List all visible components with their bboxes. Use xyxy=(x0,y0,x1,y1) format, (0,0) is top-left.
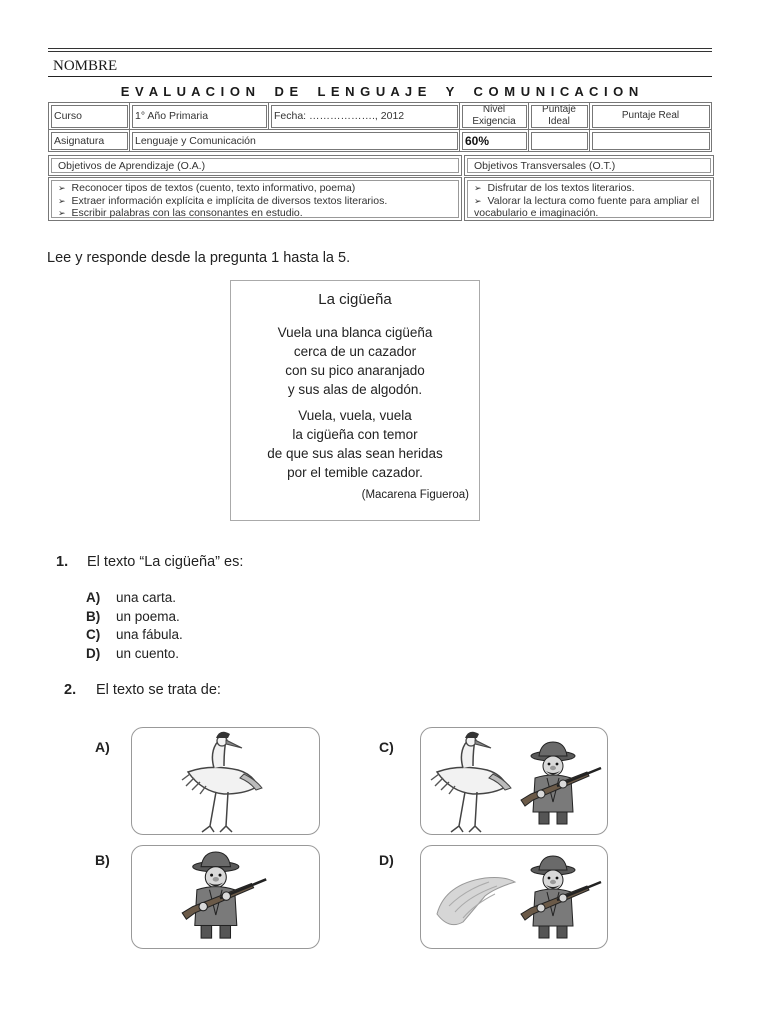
transversal-objectives-box xyxy=(464,177,714,221)
picture-option-a[interactable] xyxy=(131,727,320,835)
poem-line: de que sus alas sean heridas xyxy=(267,446,443,461)
wing-and-hunter-picture xyxy=(421,846,609,950)
poem-line: y sus alas de algodón. xyxy=(287,382,423,397)
stork-picture xyxy=(132,728,321,836)
top-rule-double xyxy=(48,51,712,52)
hunter-picture xyxy=(132,846,321,950)
nivel-exigencia-label: Nivel Exigencia xyxy=(460,103,529,130)
question-number: 1. xyxy=(56,554,69,570)
picture-option-b-label: B) xyxy=(95,852,110,868)
picture-option-c-label: C) xyxy=(379,739,394,755)
poem-line: la cigüeña con temor xyxy=(292,427,418,442)
evaluation-title: E V A L U A C I O N D E L E N G U A J E Y C O M U N I C A C I O N xyxy=(120,84,640,99)
learning-objective: ➢ Reconocer tipos de textos (cuento, texto informativo, poema) xyxy=(58,182,452,195)
option-c[interactable]: C) una fábula. xyxy=(86,627,183,642)
picture-option-c[interactable] xyxy=(420,727,608,835)
nivel-exigencia-value: 60% xyxy=(460,130,529,152)
learning-objectives-box xyxy=(48,177,462,221)
poem-line: por el temible cazador. xyxy=(287,465,423,480)
option-a[interactable]: A) una carta. xyxy=(86,590,177,605)
question-1-options xyxy=(86,589,183,663)
instructions: Lee y responde desde la pregunta 1 hasta la 5. xyxy=(47,250,351,266)
question-text: El texto se trata de: xyxy=(96,682,221,698)
top-rule xyxy=(48,48,712,49)
transversal-objective: ➢ Valorar la lectura como fuente para ampliar el vocabulario e imaginación. xyxy=(474,195,704,220)
puntaje-ideal-label: Puntaje Ideal xyxy=(529,103,590,130)
picture-option-a-label: A) xyxy=(95,739,110,755)
picture-option-d[interactable] xyxy=(420,845,608,949)
option-d[interactable]: D) un cuento. xyxy=(86,645,180,661)
poem-title: La cigüeña xyxy=(318,291,392,308)
curso-value: 1° Año Primaria xyxy=(130,103,269,130)
poem-stanza-2 xyxy=(231,406,479,482)
poem-stanza-1 xyxy=(231,323,479,399)
question-2 xyxy=(64,682,221,698)
poem-author: (Macarena Figueroa) xyxy=(361,489,469,501)
poem-line: Vuela una blanca cigüeña xyxy=(277,325,433,340)
poem-box xyxy=(230,280,480,521)
poem-line: Vuela, vuela, vuela xyxy=(298,408,412,423)
poem-line: cerca de un cazador xyxy=(293,344,417,359)
puntaje-real-label: Puntaje Real xyxy=(590,103,712,130)
curso-label: Curso xyxy=(49,103,130,130)
transversal-objectives-list xyxy=(474,182,704,220)
stork-and-hunter-picture xyxy=(421,728,609,836)
option-b[interactable]: B) un poema. xyxy=(86,608,180,624)
puntaje-ideal-value[interactable] xyxy=(529,130,590,152)
question-number: 2. xyxy=(64,682,77,698)
name-rule xyxy=(48,76,712,77)
learning-objective: ➢ Extraer información explícita e implícita de diversos textos literarios. xyxy=(58,195,452,208)
question-text: El texto “La cigüeña” es: xyxy=(87,554,244,570)
learning-objective: ➢ Escribir palabras con las consonantes en estudio. xyxy=(58,207,452,220)
question-1 xyxy=(56,554,243,570)
asignatura-value: Lenguaje y Comunicación xyxy=(130,130,460,152)
picture-option-b[interactable] xyxy=(131,845,320,949)
puntaje-real-value[interactable] xyxy=(590,130,712,152)
picture-option-d-label: D) xyxy=(379,852,394,868)
fecha-field: Fecha: ………………., 2012 xyxy=(269,103,460,130)
learning-objectives-header: Objetivos de Aprendizaje (O.A.) xyxy=(48,155,462,176)
poem-line: con su pico anaranjado xyxy=(285,363,425,378)
transversal-objectives-header: Objetivos Transversales (O.T.) xyxy=(464,155,714,176)
transversal-objective: ➢ Disfrutar de los textos literarios. xyxy=(474,182,704,195)
name-label: NOMBRE xyxy=(53,58,118,74)
header-info-table xyxy=(48,102,712,152)
asignatura-label: Asignatura xyxy=(49,130,130,152)
learning-objectives-list xyxy=(58,182,452,220)
